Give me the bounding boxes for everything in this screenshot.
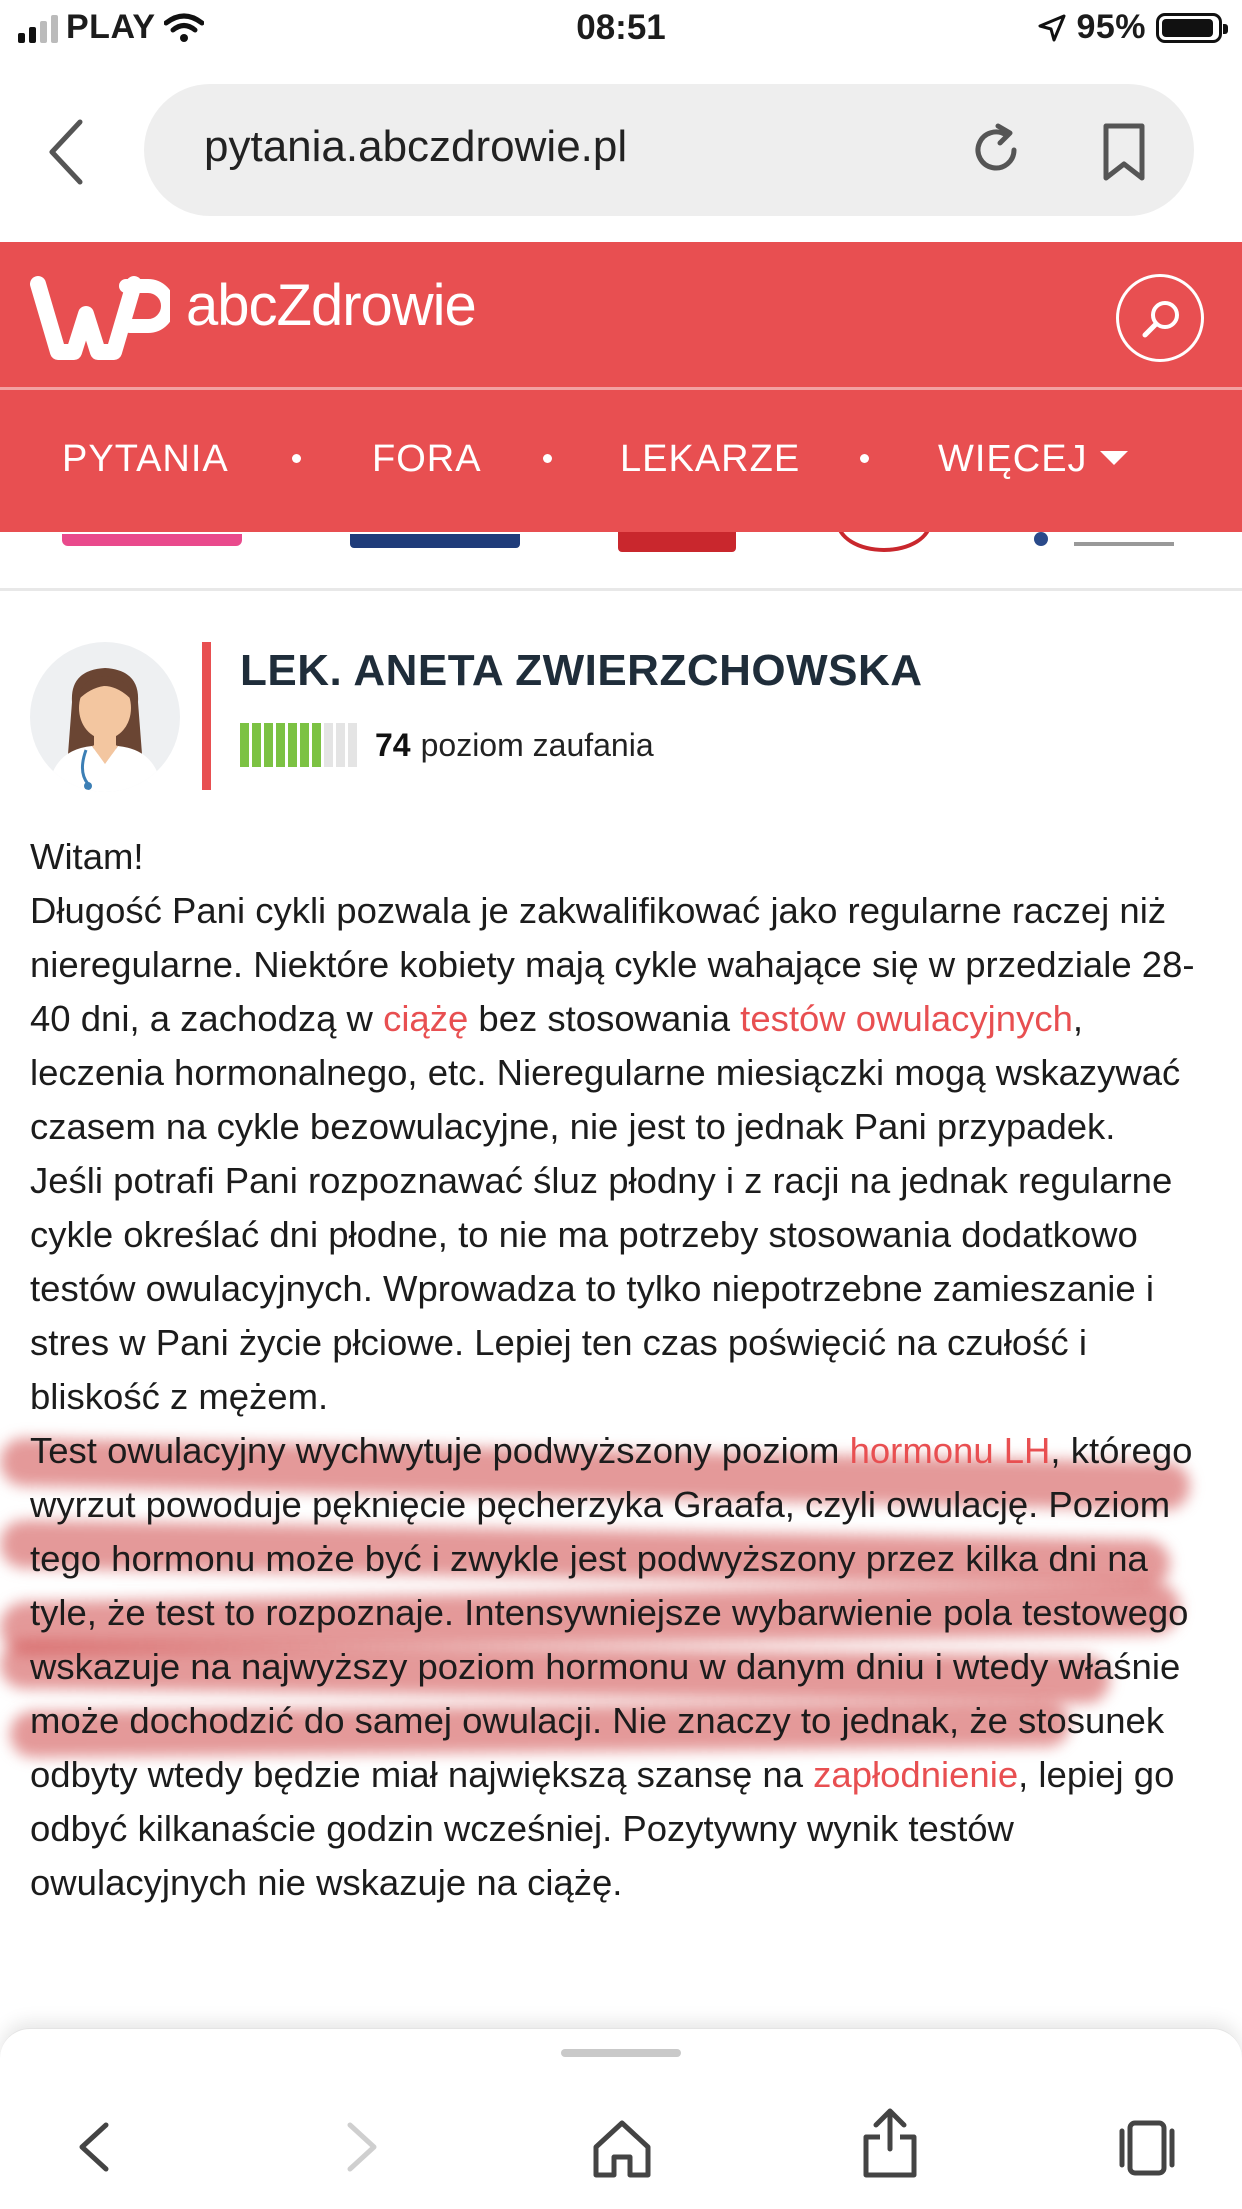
text-run: , leczenia hormonalnego, etc. Nieregularne miesiączki mogą wskazywać czasem na cykle bezowulacyjne, nie jest to jednak Pani przypadek. — [30, 998, 1181, 1147]
doctor-avatar-illustration — [30, 642, 180, 792]
trust-meter-segment — [264, 723, 273, 767]
battery-percent: 95% — [1076, 8, 1146, 46]
trust-meter-segment — [300, 723, 309, 767]
link-zaplodnienie[interactable]: zapłodnienie — [813, 1754, 1019, 1795]
share-icon[interactable] — [858, 2107, 922, 2179]
wp-logo-icon[interactable] — [30, 274, 170, 364]
home-icon[interactable] — [590, 2117, 654, 2181]
trust-meter — [240, 723, 357, 767]
link-hormonu-lh[interactable]: hormonu LH — [849, 1430, 1051, 1471]
trust-meter-segment — [276, 723, 285, 767]
brand-name[interactable]: abcZdrowie — [186, 273, 476, 338]
caret-down-icon — [1100, 451, 1128, 465]
trust-level — [240, 722, 654, 768]
partner-logo-1 — [62, 534, 242, 546]
answer-body — [30, 830, 1220, 1910]
text-run: , którego wyrzut powoduje pęknięcie pęcherzyka Graafa, czyli owulację. Poziom tego hormonu może być i zwykle jest podwyższony przez kilka dni na tyle, że test to rozpoznaje. Intensywniejsze wybarwienie pola testowego wskazuje na najwyższy poziom hormonu w danym dniu i wtedy właśnie może dochodzić do samej owulacji. Nie znaczy to jednak, że stosunek odbyty wtedy będzie miał największą szansę na — [30, 1430, 1193, 1795]
carrier-label: PLAY — [66, 8, 156, 46]
battery-icon — [1156, 13, 1222, 43]
nav-item-wiecej-label: WIĘCEJ — [938, 438, 1088, 480]
text-run: Test owulacyjny wychwytuje podwyższony poziom — [30, 1430, 850, 1471]
search-icon — [1139, 297, 1183, 341]
link-testow-owulacyjnych[interactable]: testów owulacyjnych — [740, 998, 1073, 1039]
trust-meter-segment — [312, 723, 321, 767]
trust-meter-segment — [252, 723, 261, 767]
trust-value: 74 — [375, 726, 411, 763]
nav-item-pytania[interactable]: PYTANIA — [62, 438, 229, 480]
partner-logo-3 — [618, 532, 736, 552]
doctor-name[interactable]: LEK. ANETA ZWIERZCHOWSKA — [240, 646, 923, 695]
nav-item-lekarze[interactable]: LEKARZE — [620, 438, 801, 480]
tabs-icon[interactable] — [1114, 2117, 1178, 2179]
answer-paragraph — [30, 1424, 1220, 1910]
main-nav — [0, 390, 1242, 532]
text-run: , lepiej go odbyć kilkanaście godzin wcześniej. Pozytywny wynik testów owulacyjnych nie wskazuje na ciążę. — [30, 1754, 1175, 1903]
nav-separator — [292, 454, 301, 463]
nav-item-wiecej[interactable] — [938, 438, 1128, 481]
browser-toolbar — [0, 2028, 1242, 2209]
forward-arrow-icon[interactable] — [330, 2117, 390, 2177]
trust-meter-segment — [324, 723, 333, 767]
partner-logo-5 — [1034, 532, 1184, 554]
search-button[interactable] — [1116, 274, 1204, 362]
answer-paragraph — [30, 884, 1220, 1154]
url-text[interactable]: pytania.abczdrowie.pl — [204, 122, 628, 171]
trust-label: poziom zaufania — [420, 726, 654, 763]
link-ciaze[interactable]: ciążę — [383, 998, 469, 1039]
address-bar[interactable] — [144, 84, 1194, 216]
site-header — [0, 242, 1242, 387]
nav-item-fora[interactable]: FORA — [372, 438, 482, 480]
trust-meter-segment — [348, 723, 357, 767]
sheet-grabber[interactable] — [561, 2049, 681, 2057]
reload-icon[interactable] — [966, 120, 1026, 180]
answer-paragraph: Jeśli potrafi Pani rozpoznawać śluz płodny i z racji na jednak regularne cykle określać dni płodne, to nie ma potrzeby stosowania dodatkowo testów owulacyjnych. Wprowadza to tylko niepotrzebne zamieszanie i stres w Pani życie płciowe. Lepiej ten czas poświęcić na czułość i bliskość z mężem. — [30, 1160, 1173, 1417]
text-run: bez stosowania — [468, 998, 741, 1039]
trust-meter-segment — [336, 723, 345, 767]
trust-meter-segment — [240, 723, 249, 767]
location-arrow-icon — [1038, 14, 1066, 42]
bookmark-icon[interactable] — [1094, 120, 1154, 184]
trust-meter-segment — [288, 723, 297, 767]
status-bar — [0, 0, 1242, 62]
back-arrow-icon[interactable] — [66, 2117, 126, 2177]
clock: 08:51 — [576, 8, 666, 47]
answer-greeting: Witam! — [30, 836, 144, 877]
text-run: Długość Pani cykli pozwala je zakwalifikować jako regularne raczej niż nieregularne. Niektóre kobiety mają cykle wahające się w przedziale 28-40 dni, a zachodzą w — [30, 890, 1195, 1039]
chevron-left-icon[interactable] — [40, 112, 100, 192]
partner-logo-2 — [350, 534, 520, 548]
partner-logos-strip — [0, 532, 1242, 591]
nav-separator — [543, 454, 552, 463]
status-right — [1038, 8, 1222, 47]
partner-logo-4 — [836, 532, 932, 552]
nav-separator — [860, 454, 869, 463]
doctor-avatar[interactable] — [30, 642, 180, 792]
browser-address-row — [0, 62, 1242, 240]
doctor-accent-bar — [202, 642, 211, 790]
